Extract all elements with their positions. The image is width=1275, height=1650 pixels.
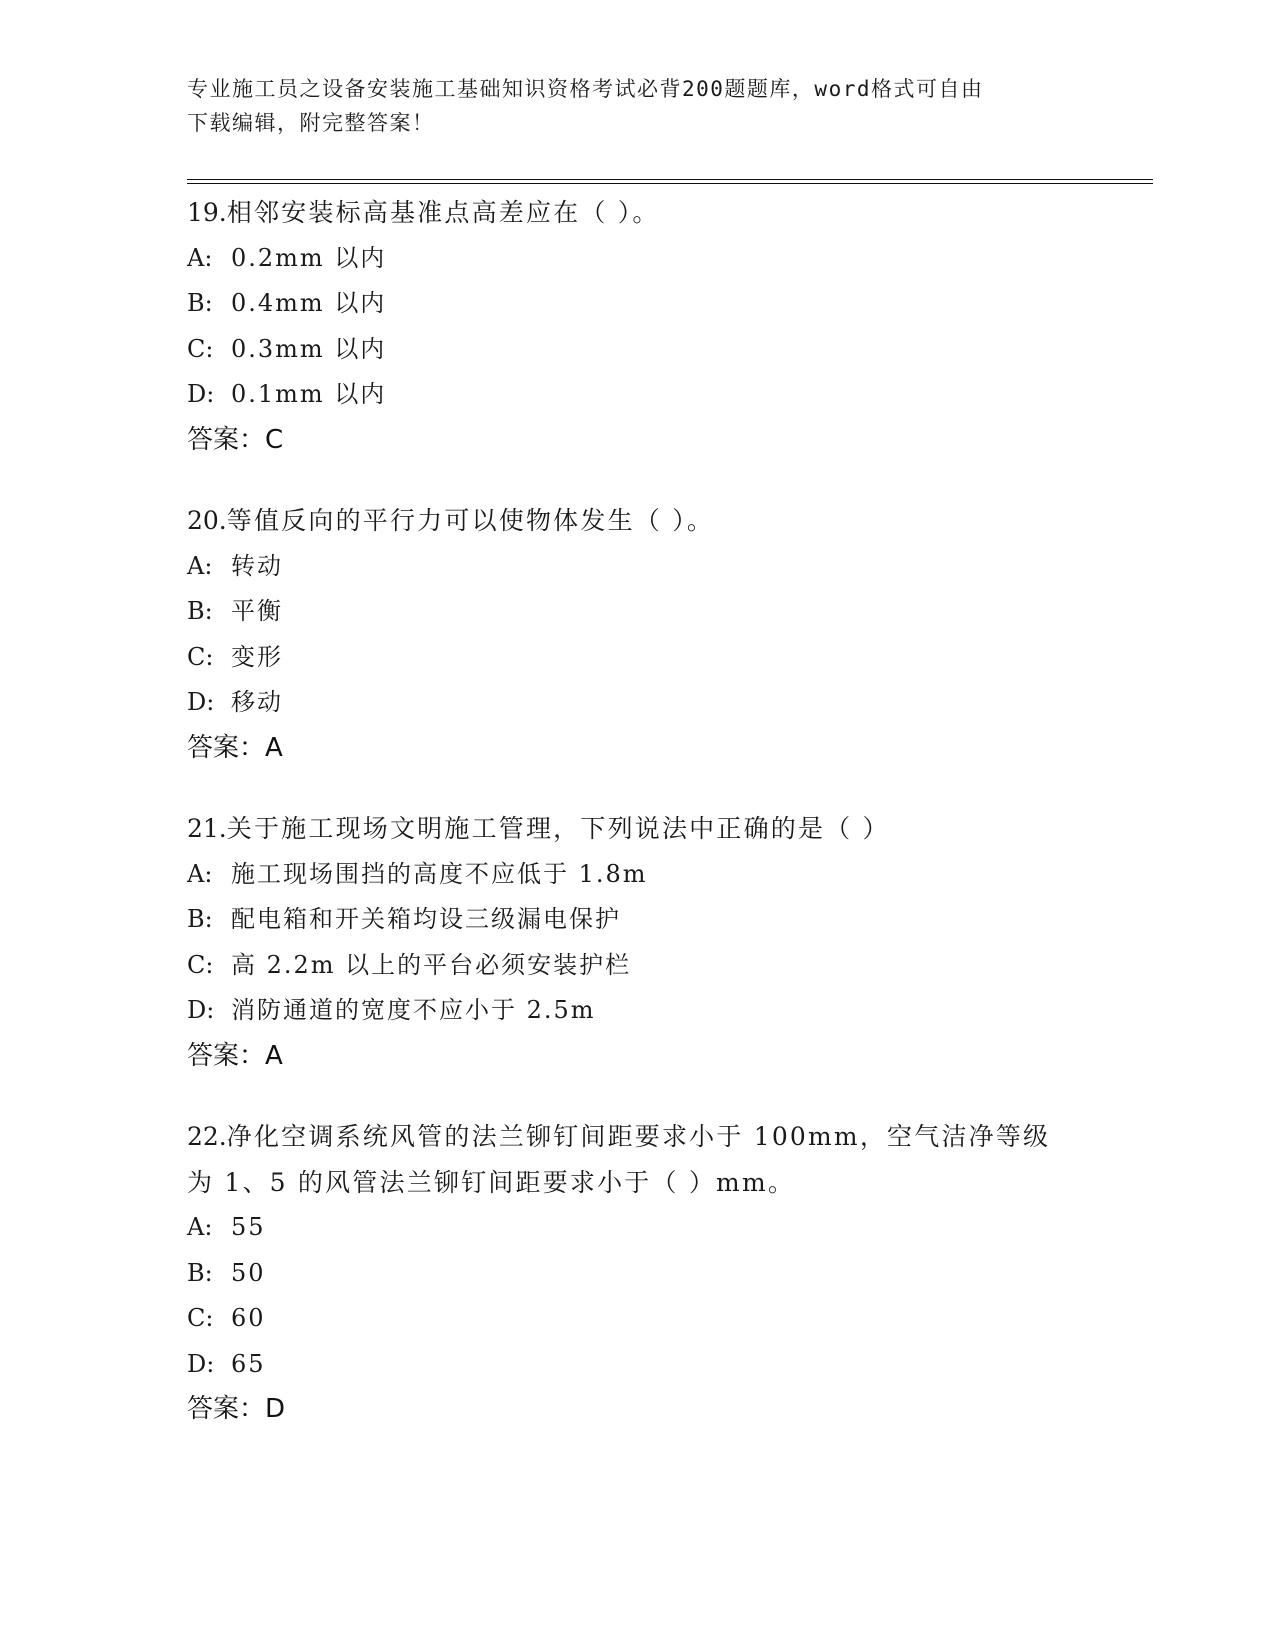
option-text: 50 bbox=[231, 1258, 266, 1287]
option-c bbox=[187, 1296, 1137, 1342]
question-19 bbox=[187, 190, 1137, 463]
option-b bbox=[187, 1251, 1137, 1297]
option-key: C: bbox=[187, 1304, 214, 1332]
question-text: 等值反向的平行力可以使物体发生（ ）。 bbox=[226, 506, 715, 535]
question-22 bbox=[187, 1114, 1137, 1433]
option-c bbox=[187, 943, 1137, 989]
option-text: 0.3mm 以内 bbox=[231, 334, 387, 363]
option-text: 65 bbox=[231, 1349, 266, 1378]
header-line-2: 下载编辑，附完整答案！ bbox=[187, 111, 435, 135]
option-key: D: bbox=[187, 996, 215, 1024]
question-number: 20. bbox=[187, 506, 227, 535]
question-stem bbox=[187, 190, 1137, 236]
option-key: B: bbox=[187, 289, 213, 317]
option-text: 高 2.2m 以上的平台必须安装护栏 bbox=[231, 950, 632, 979]
question-text: 相邻安装标高基准点高差应在（ ）。 bbox=[226, 198, 660, 227]
option-text: 消防通道的宽度不应小于 2.5m bbox=[231, 996, 596, 1024]
answer-label: 答案： bbox=[187, 1040, 266, 1071]
answer-label: 答案： bbox=[187, 424, 266, 455]
question-text-line-2: 为 1、5 的风管法兰铆钉间距要求小于（ ）mm。 bbox=[187, 1167, 796, 1197]
question-stem bbox=[187, 1114, 1137, 1160]
option-b bbox=[187, 281, 1137, 327]
option-b bbox=[187, 589, 1137, 635]
question-list bbox=[187, 190, 1137, 1468]
answer-line bbox=[187, 1034, 1137, 1080]
option-key: D: bbox=[187, 380, 215, 408]
question-20 bbox=[187, 498, 1137, 771]
option-a bbox=[187, 852, 1137, 898]
option-key: B: bbox=[187, 905, 213, 933]
header-divider-bottom bbox=[187, 183, 1153, 184]
option-text: 0.4mm 以内 bbox=[231, 289, 387, 317]
answer-label: 答案： bbox=[187, 732, 266, 763]
option-key: C: bbox=[187, 950, 214, 979]
option-key: C: bbox=[187, 334, 214, 363]
option-key: B: bbox=[187, 597, 213, 625]
answer-line bbox=[187, 1387, 1137, 1433]
option-text: 0.1mm 以内 bbox=[231, 380, 387, 408]
option-key: A: bbox=[187, 859, 213, 888]
answer-line bbox=[187, 418, 1137, 464]
option-key: D: bbox=[187, 688, 215, 716]
option-c bbox=[187, 327, 1137, 373]
option-text: 60 bbox=[231, 1304, 266, 1332]
option-text: 移动 bbox=[231, 688, 283, 716]
answer-label: 答案： bbox=[187, 1394, 266, 1424]
answer-value: D bbox=[265, 1394, 286, 1424]
option-key: A: bbox=[187, 243, 213, 272]
option-b bbox=[187, 897, 1137, 943]
question-number: 22. bbox=[187, 1122, 227, 1151]
answer-value: A bbox=[265, 732, 283, 763]
option-d bbox=[187, 988, 1137, 1034]
question-text-line-1: 净化空调系统风管的法兰铆钉间距要求小于 100mm，空气洁净等级 bbox=[226, 1122, 1051, 1151]
option-text: 转动 bbox=[231, 551, 283, 580]
question-text: 关于施工现场文明施工管理，下列说法中正确的是（ ） bbox=[226, 814, 890, 843]
question-stem bbox=[187, 806, 1137, 852]
option-c bbox=[187, 635, 1137, 681]
document-header bbox=[187, 72, 1087, 140]
answer-value: C bbox=[265, 424, 284, 455]
answer-value: A bbox=[265, 1040, 283, 1071]
option-key: A: bbox=[187, 551, 213, 580]
option-a bbox=[187, 1205, 1137, 1251]
option-text: 变形 bbox=[231, 642, 283, 671]
question-21 bbox=[187, 806, 1137, 1079]
option-key: B: bbox=[187, 1258, 213, 1287]
option-a bbox=[187, 236, 1137, 282]
option-key: A: bbox=[187, 1213, 213, 1241]
option-key: D: bbox=[187, 1349, 215, 1378]
header-divider-top bbox=[187, 179, 1153, 180]
question-stem bbox=[187, 498, 1137, 544]
option-a bbox=[187, 544, 1137, 590]
question-number: 19. bbox=[187, 198, 227, 227]
option-d bbox=[187, 372, 1137, 418]
option-text: 配电箱和开关箱均设三级漏电保护 bbox=[231, 905, 621, 933]
option-key: C: bbox=[187, 642, 214, 671]
question-number: 21. bbox=[187, 814, 227, 843]
option-text: 施工现场围挡的高度不应低于 1.8m bbox=[231, 859, 648, 888]
option-d bbox=[187, 680, 1137, 726]
option-text: 55 bbox=[231, 1213, 266, 1241]
option-d bbox=[187, 1342, 1137, 1388]
answer-line bbox=[187, 726, 1137, 772]
option-text: 平衡 bbox=[231, 597, 283, 625]
question-stem-continued bbox=[187, 1160, 1137, 1206]
header-line-1: 专业施工员之设备安装施工基础知识资格考试必背200题题库，word格式可自由 bbox=[187, 77, 984, 101]
option-text: 0.2mm 以内 bbox=[231, 243, 387, 272]
